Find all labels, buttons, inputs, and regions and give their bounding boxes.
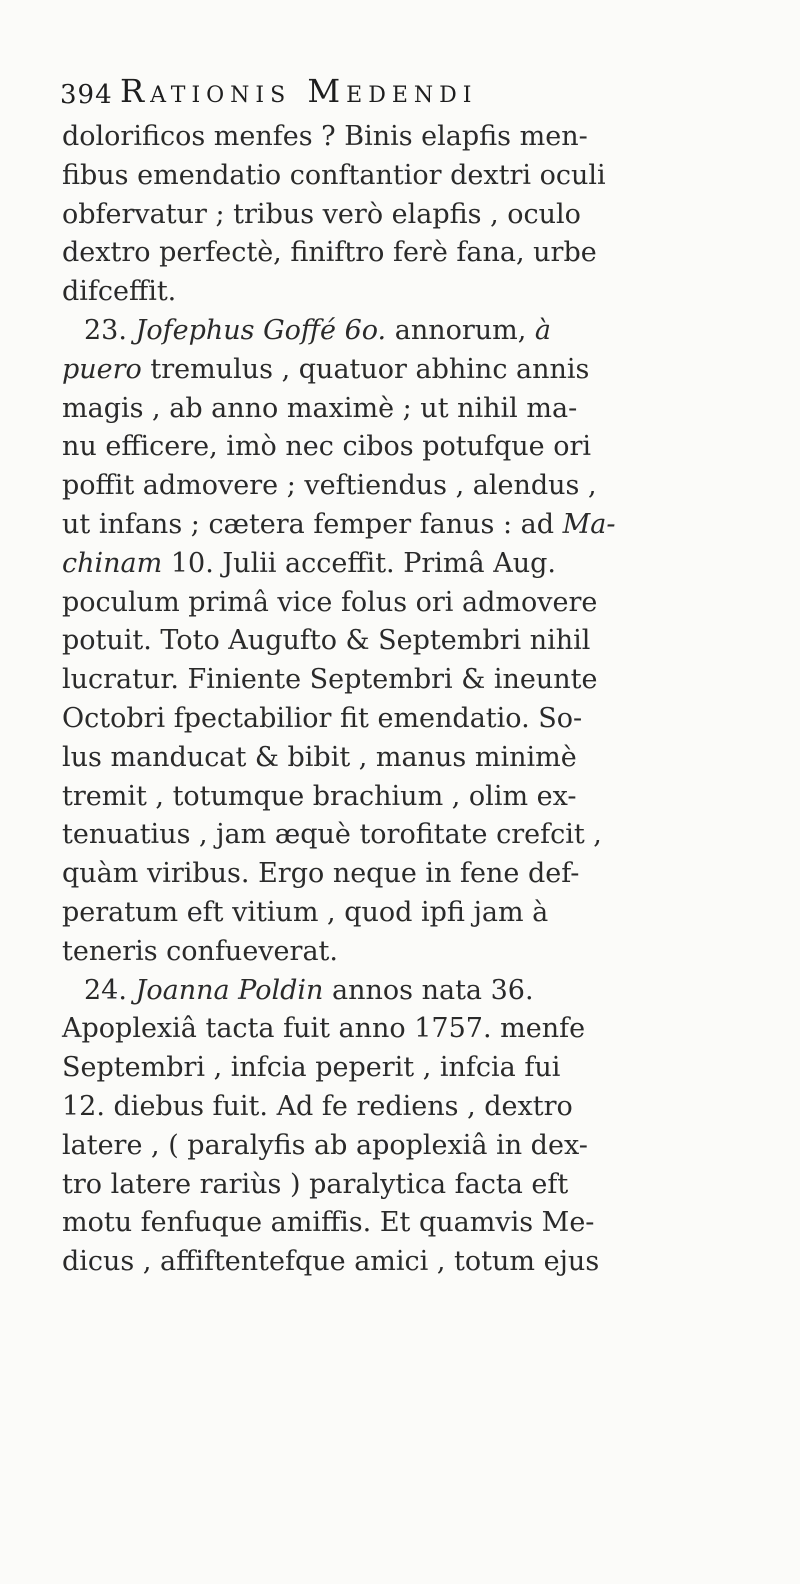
text-line <box>62 1243 782 1282</box>
text-line <box>62 661 782 700</box>
text-run: tro latere rariùs ) paralytica facta eft <box>62 1168 569 1200</box>
text-run: Septembri , infcia peperit , infcia fui <box>62 1052 561 1084</box>
text-line <box>62 739 782 778</box>
text-line <box>62 312 782 351</box>
text-line <box>62 1204 782 1243</box>
italic-run: Jofephus Goffé 6o. <box>135 314 387 346</box>
text-line <box>62 855 782 894</box>
text-run: 24. <box>84 974 136 1006</box>
text-run: poffit admovere ; veftiendus , alendus , <box>62 470 597 502</box>
text-run: tremit , totumque brachium , olim ex- <box>62 780 577 812</box>
text-run: obfervatur ; tribus verò elapfis , oculo <box>62 198 581 230</box>
text-line <box>62 234 782 273</box>
text-run: ut infans ; cætera femper fanus : ad <box>62 508 563 540</box>
text-run: quàm viribus. Ergo neque in fene def- <box>62 858 580 890</box>
text-run: tremulus , quatuor abhinc annis <box>141 353 590 385</box>
text-run: peratum eft vitium , quod ipfi jam à <box>62 896 549 928</box>
body-text <box>62 118 782 1282</box>
text-line <box>62 1010 782 1049</box>
text-run: dolorificos menfes ? Binis elapfis men- <box>62 121 588 152</box>
text-run: nu efficere, imò nec cibos potufque ori <box>62 431 591 463</box>
text-line <box>62 273 782 312</box>
text-line <box>62 700 782 739</box>
text-run: difceffit. <box>62 276 177 308</box>
text-line <box>62 118 782 157</box>
text-run: motu fenfuque amiffis. Et quamvis Me- <box>62 1207 595 1239</box>
italic-run: chinam <box>62 547 163 579</box>
text-line <box>62 933 782 972</box>
text-run: teneris confueverat. <box>62 935 338 967</box>
text-run: tenuatius , jam æquè torofitate crefcit , <box>62 819 602 851</box>
text-run: 10. Julii acceffit. Primâ Aug. <box>162 547 556 579</box>
text-run: latere , ( paralyfis ab apoplexiâ in dex- <box>62 1129 588 1161</box>
text-line <box>62 894 782 933</box>
running-title: Rationis Medendi <box>120 72 478 110</box>
text-run: Apoplexiâ tacta fuit anno 1757. menfe <box>62 1013 586 1045</box>
text-run: 12. diebus fuit. Ad fe rediens , dextro <box>62 1090 573 1122</box>
text-line <box>62 1088 782 1127</box>
page-number: 394 <box>60 80 113 110</box>
text-line <box>62 622 782 661</box>
text-line <box>62 157 782 196</box>
text-line <box>62 972 782 1011</box>
text-run: annos nata 36. <box>323 974 534 1006</box>
text-line <box>62 467 782 506</box>
text-line <box>62 428 782 467</box>
text-line <box>62 545 782 584</box>
text-run: 23. <box>84 314 136 346</box>
text-run: fibus emendatio conftantior dextri oculi <box>62 159 606 191</box>
text-run: lucratur. Finiente Septembri & ineunte <box>62 664 598 696</box>
text-line <box>62 1127 782 1166</box>
text-line <box>62 584 782 623</box>
italic-run: puero <box>62 353 142 385</box>
text-run: poculum primâ vice folus ori admovere <box>62 586 598 618</box>
text-line <box>62 1166 782 1205</box>
text-run: dicus , affiftentefque amici , totum ejus <box>62 1246 600 1278</box>
text-run: dextro perfectè, finiftro ferè fana, urbe <box>62 237 597 269</box>
italic-run: à <box>534 314 552 346</box>
text-line <box>62 778 782 817</box>
text-line <box>62 1049 782 1088</box>
italic-run: Ma- <box>562 508 616 540</box>
text-line <box>62 351 782 390</box>
text-run: lus manducat & bibit , manus minimè <box>62 741 577 773</box>
text-line <box>62 816 782 855</box>
text-line <box>62 506 782 545</box>
text-run: potuit. Toto Augufto & Septembri nihil <box>62 625 591 657</box>
text-run: magis , ab anno maximè ; ut nihil ma- <box>62 392 578 424</box>
running-head <box>60 72 760 116</box>
text-run: Octobri fpectabilior fit emendatio. So- <box>62 702 583 734</box>
italic-run: Joanna Poldin <box>135 974 324 1006</box>
text-line <box>62 390 782 429</box>
text-run: annorum, <box>386 314 535 346</box>
text-line <box>62 196 782 235</box>
